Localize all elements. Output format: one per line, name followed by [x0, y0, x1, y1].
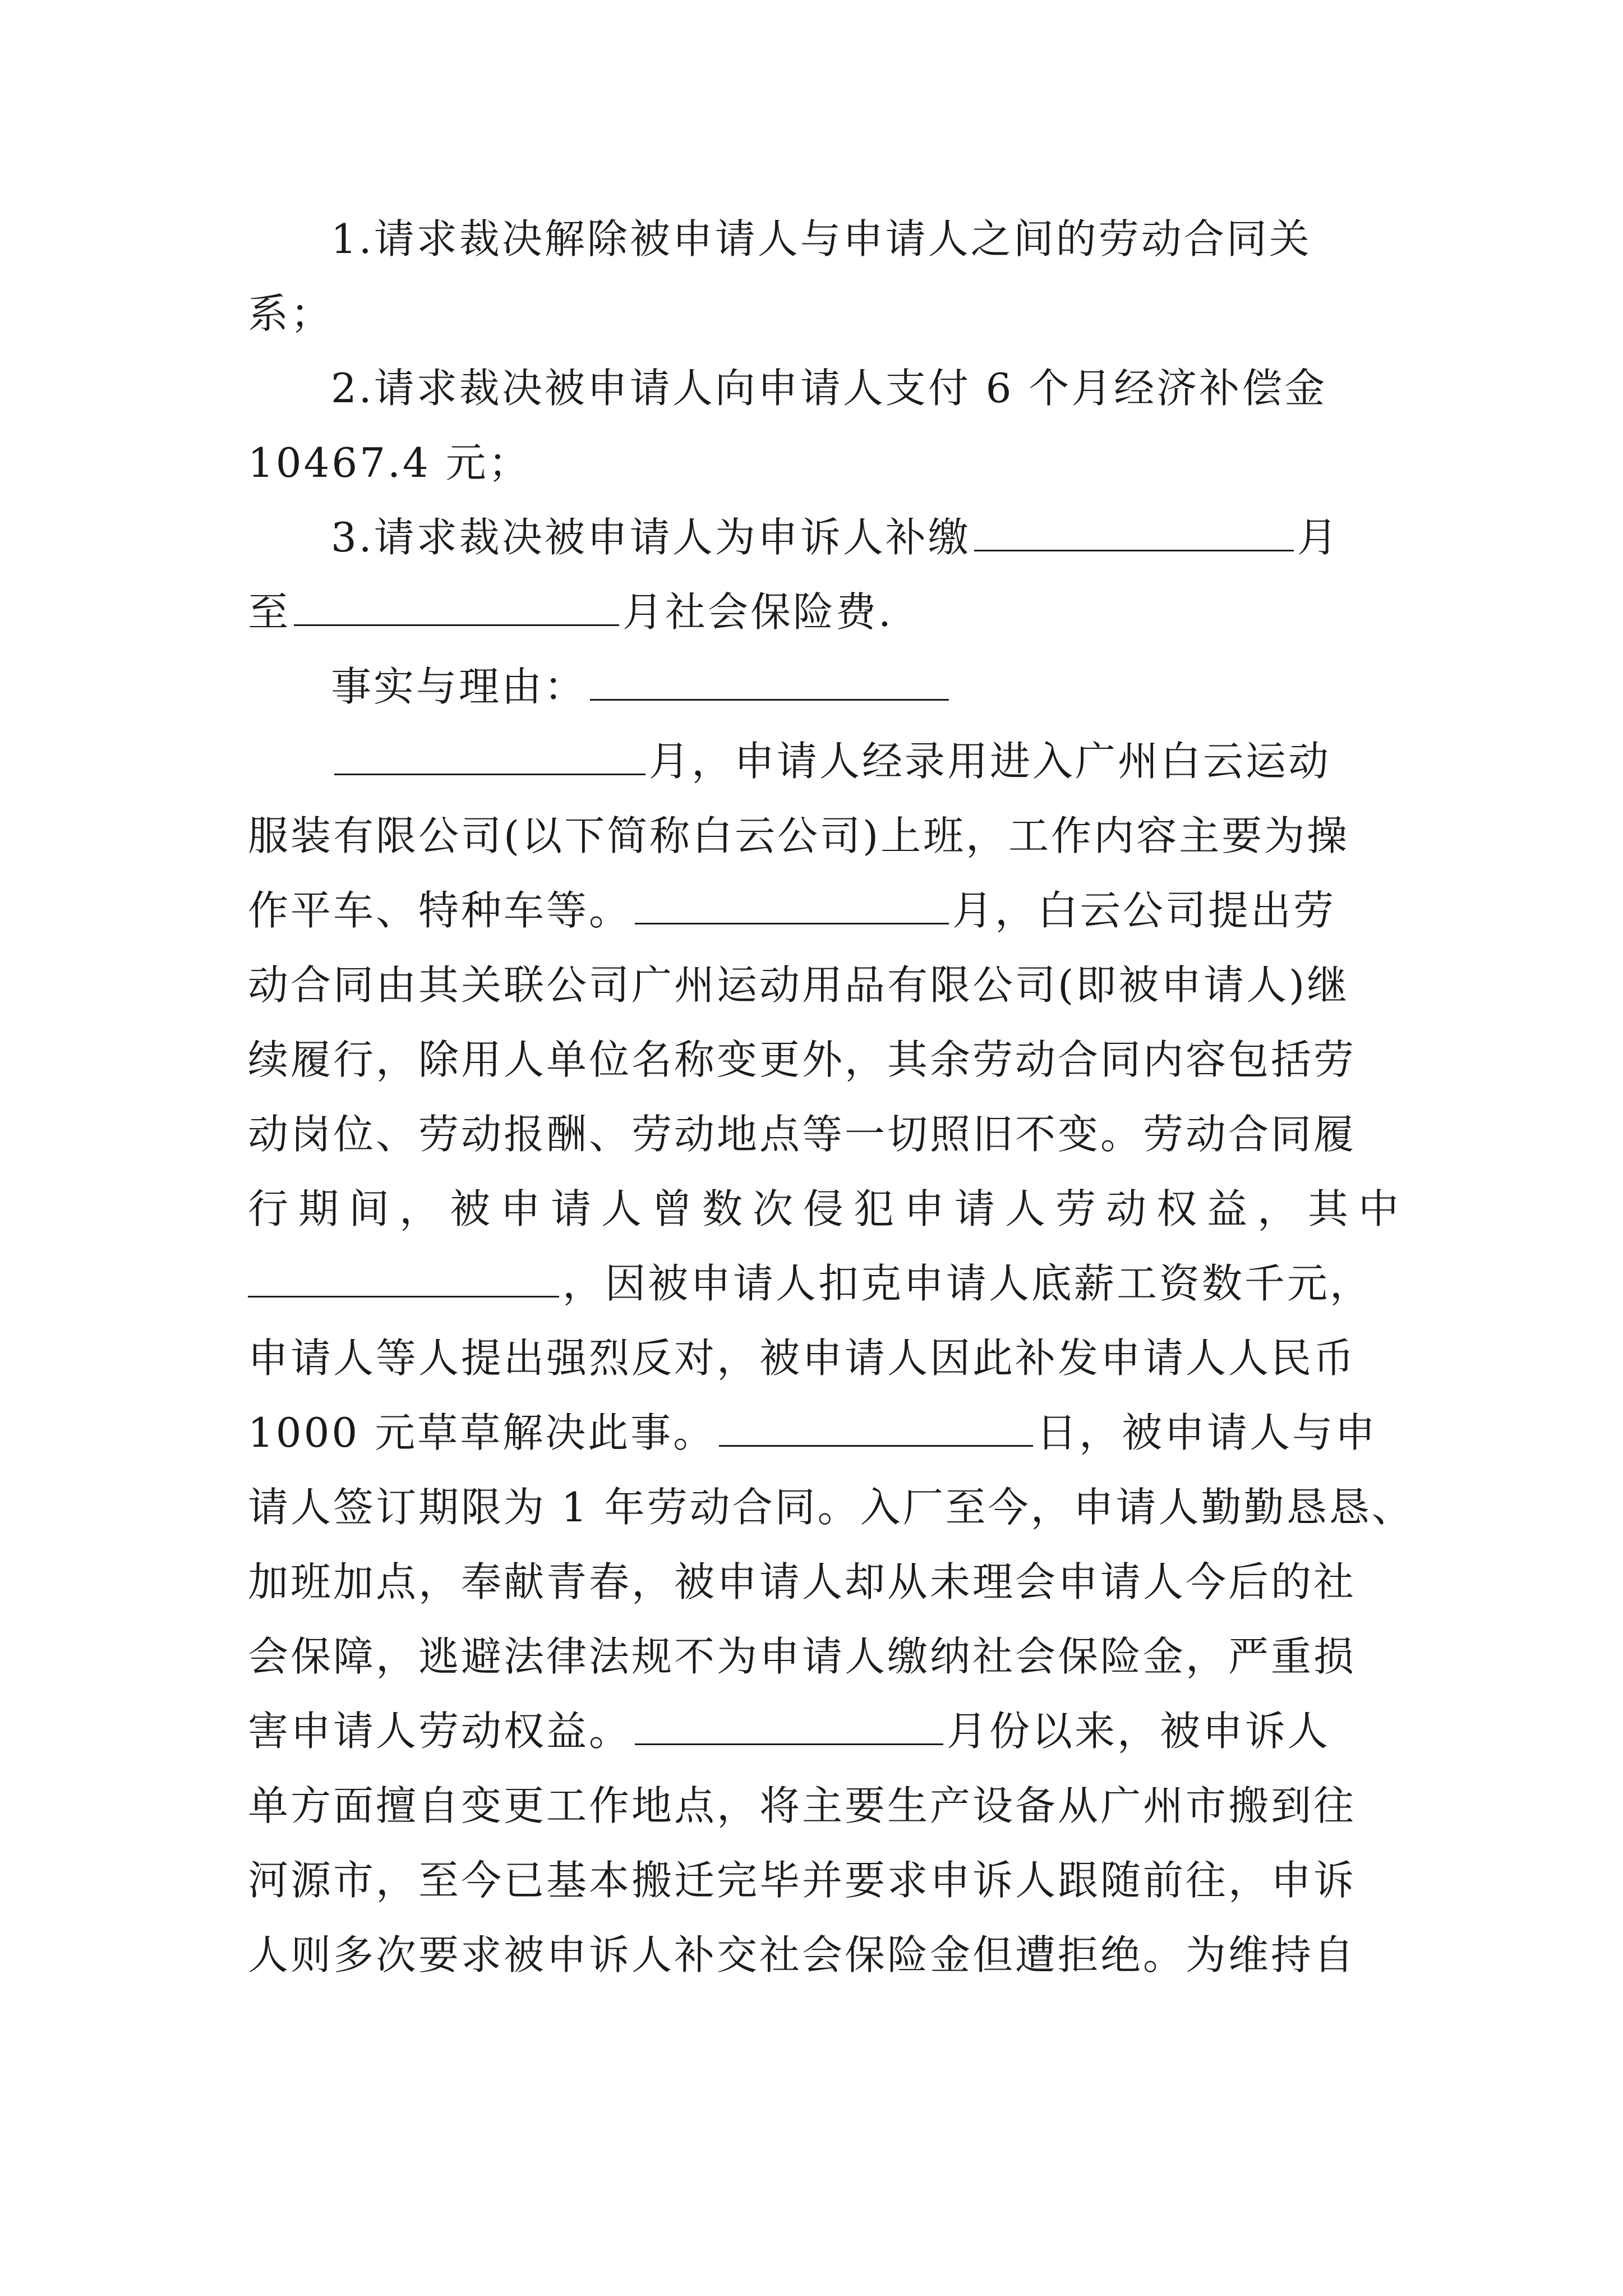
facts-text: 请人签订期限为 1 年劳动合同。入厂至今，申请人勤勤恳恳、: [248, 1484, 1414, 1531]
facts-line-17: [248, 1918, 1375, 1993]
claim-3-line-1: [248, 500, 1375, 575]
facts-heading-line: [248, 650, 1375, 724]
claim-1-line-2: [248, 277, 1375, 351]
blank-field: [294, 590, 619, 626]
facts-text: 申请人等人提出强烈反对，被申请人因此补发申请人人民币: [248, 1335, 1357, 1382]
blank-field: [719, 1410, 1033, 1447]
facts-text: 会保障，逃避法律法规不为申请人缴纳社会保险金，严重损: [248, 1633, 1357, 1680]
facts-line-16: [248, 1843, 1375, 1918]
facts-text: 害申请人劳动权益。: [248, 1708, 632, 1755]
facts-line-6: [248, 1097, 1375, 1172]
facts-line-11: [248, 1470, 1414, 1545]
facts-text: 行期间，被申请人曾数次侵犯申请人劳动权益，其中: [248, 1185, 1409, 1232]
facts-line-9: [248, 1321, 1375, 1396]
claim-2-line-2: [248, 426, 1375, 500]
facts-text: ，因被申请人扣克申请人底薪工资数千元，: [562, 1260, 1373, 1307]
facts-line-4: [248, 948, 1375, 1023]
claim-2-amount: 10467.4 元；: [248, 439, 531, 486]
blank-field: [590, 664, 949, 701]
facts-text: 河源市，至今已基本搬迁完毕并要求申诉人跟随前往，申诉: [248, 1857, 1357, 1904]
claim-3-text-month: 月: [1297, 514, 1340, 561]
facts-text: 服装有限公司(以下简称白云公司)上班，工作内容主要为操: [248, 812, 1350, 859]
facts-line-2: [248, 799, 1375, 873]
claim-1-text-cont: 系；: [248, 290, 334, 337]
facts-line-13: [248, 1619, 1375, 1694]
facts-text: 月，申请人经录用进入广州白云运动: [649, 738, 1331, 785]
facts-heading: 事实与理由：: [331, 663, 587, 710]
facts-text: 动合同由其关联公司广州运动用品有限公司(即被申请人)继: [248, 961, 1350, 1009]
facts-line-7: [248, 1172, 1409, 1246]
facts-text: 动岗位、劳动报酬、劳动地点等一切照旧不变。劳动合同履: [248, 1111, 1357, 1158]
facts-line-12: [248, 1545, 1375, 1619]
facts-line-5: [248, 1023, 1375, 1097]
facts-text: 续履行，除用人单位名称变更外，其余劳动合同内容包括劳: [248, 1036, 1357, 1083]
blank-field: [974, 515, 1294, 551]
claim-3-line-2: [248, 575, 1375, 650]
claim-3-text-to: 至: [248, 588, 291, 636]
blank-field: [635, 1709, 943, 1745]
claim-2-text: 2.请求裁决被申请人向申请人支付 6 个月经济补偿金: [331, 365, 1327, 412]
claim-3-text-end: 月社会保险费.: [623, 588, 893, 636]
facts-text: 月，白云公司提出劳: [952, 887, 1336, 934]
facts-text: 日，被申请人与申: [1036, 1409, 1378, 1456]
facts-line-15: [248, 1769, 1375, 1843]
facts-line-10: [248, 1396, 1378, 1470]
claim-2-line-1: [248, 351, 1375, 426]
facts-line-1: [248, 724, 1375, 799]
blank-field: [635, 888, 949, 924]
claim-3-text: 3.请求裁决被申请人为申诉人补缴: [331, 514, 971, 561]
document-body: [248, 202, 1414, 1993]
claim-1-text: 1.请求裁决解除被申请人与申请人之间的劳动合同关: [331, 215, 1312, 263]
facts-text: 单方面擅自变更工作地点，将主要生产设备从广州市搬到往: [248, 1782, 1357, 1829]
facts-line-3: [248, 873, 1375, 948]
facts-line-8: [248, 1246, 1375, 1321]
facts-text: 人则多次要求被申诉人补交社会保险金但遭拒绝。为维持自: [248, 1931, 1357, 1978]
blank-field: [248, 1261, 559, 1297]
blank-field: [334, 739, 645, 775]
facts-line-14: [248, 1694, 1375, 1769]
facts-text: 月份以来，被申诉人: [947, 1708, 1331, 1755]
facts-text: 作平车、特种车等。: [248, 887, 632, 934]
facts-text: 加班加点，奉献青春，被申请人却从未理会申请人今后的社: [248, 1558, 1357, 1605]
claim-1-line-1: [248, 202, 1375, 277]
facts-text: 1000 元草草解决此事。: [248, 1409, 716, 1456]
